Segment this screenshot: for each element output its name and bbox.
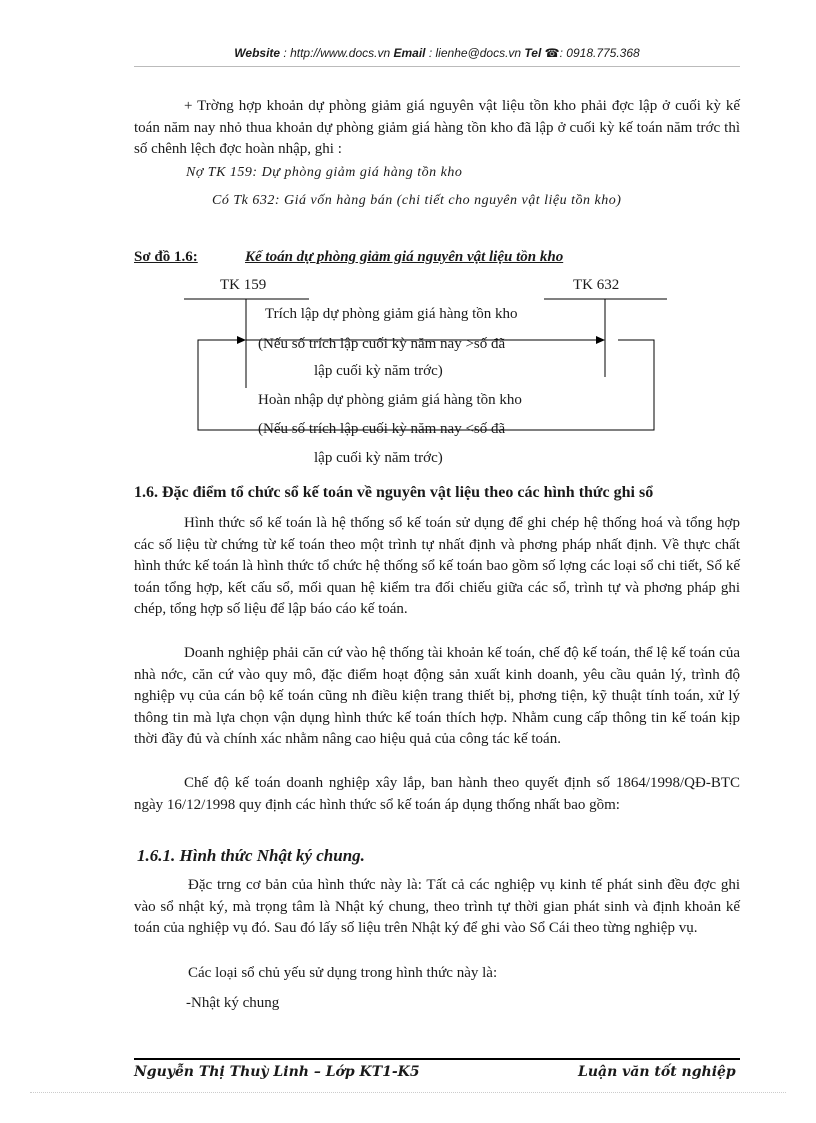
diagram-text-prior-year-2: lập cuối kỳ năm trớc) [314, 450, 443, 466]
tel-value: : 0918.775.368 [559, 46, 640, 60]
page-header [134, 46, 740, 60]
list-item-general-journal: -Nhật ký chung [186, 995, 280, 1011]
arrow-reversal-line [198, 340, 654, 430]
formula-debit: Nợ TK 159: Dự phòng giảm giá hàng tồn kho [186, 165, 463, 180]
account-diagram [134, 274, 740, 474]
diagram-text-condition-greater: (Nếu số trích lập cuối kỳ năm nay >số đã [258, 336, 506, 352]
tel-label: Tel [524, 46, 542, 60]
phone-icon: ☎ [544, 46, 560, 60]
arrow-provision-head [596, 336, 605, 344]
account-tk159: TK 159 [220, 277, 267, 293]
diagram-text-condition-less: (Nếu số trích lập cuối kỳ năm nay <số đã [258, 421, 506, 437]
email-value[interactable]: : lienhe@docs.vn [428, 46, 522, 60]
page-bottom-dotted-line [30, 1092, 786, 1093]
footer-divider [134, 1058, 740, 1060]
paragraph-reversal: + Trờng hợp khoản dự phòng giảm giá nguyên vật liệu tồn kho phải đợc lập ở cuối kỳ kế toán năm nay nhỏ thua khoản dự phòng giảm giá hàng tồn kho đã lập ở cuối kỳ kế toán năm trớc thì số chênh lệch đợc hoàn nhập, ghi : [134, 98, 740, 158]
section-heading-1-6: 1.6. Đặc điểm tổ chức sổ kế toán về nguyên vật liệu theo các hình thức ghi sổ [134, 484, 654, 501]
diagram-text-reversal: Hoàn nhập dự phòng giảm giá hàng tồn kho [258, 392, 522, 408]
arrow-reversal-head [237, 336, 246, 344]
paragraph-regulation: Chế độ kế toán doanh nghiệp xây lắp, ban hành theo quyết định số 1864/1998/QĐ-BTC ngày 16/12/1998 quy định các hình thức sổ kế toán áp dụng thống nhất bao gồm: [134, 775, 740, 813]
paragraph-definition: Hình thức sổ kế toán là hệ thống sổ kế toán sử dụng để ghi chép hệ thống hoá và tổng hợp các số liệu từ chứng từ kế toán theo một trình tự nhất định và phơng pháp nhất định. Về thực chất hình thức kế toán là hình thức tổ chức hệ thống sổ kế toán bao gồm số lợng các loại sổ chi tiết, Sổ kế toán tổng hợp, kết cấu sổ, mối quan hệ kiểm tra đối chiếu giữa các sổ, trình tự và phơng pháp ghi chép, tổng hợp số liệu để lập báo cáo kế toán. [134, 515, 740, 618]
paragraph-selection: Doanh nghiệp phải căn cứ vào hệ thống tài khoản kế toán, chế độ kế toán, thể lệ kế toán của nhà nớc, căn cứ vào quy mô, đặc điểm hoạt động sản xuất kinh doanh, yêu cầu quản lý, trình độ nghiệp vụ của cán bộ kế toán cũng nh điều kiện trang thiết bị, phơng tiện, kỹ thuật tính toán, xử lý thông tin mà lựa chọn vận dụng hình thức kế toán thích hợp. Nhằm cung cấp thông tin kế toán kịp thời đầy đủ và chính xác nhằm nâng cao hiệu quả của công tác kế toán. [134, 645, 740, 748]
email-label: Email [393, 46, 426, 60]
header-divider [134, 66, 740, 67]
diagram-title: Kế toán dự phòng giảm giá nguyên vật liệu tồn kho [245, 249, 564, 265]
diagram-label: Sơ đồ 1.6: [134, 249, 198, 265]
diagram-text-provision: Trích lập dự phòng giảm giá hàng tồn kho [265, 306, 518, 322]
formula-credit: Có Tk 632: Giá vốn hàng bán (chi tiết cho nguyên vật liệu tồn kho) [212, 193, 622, 208]
account-tk632: TK 632 [573, 277, 620, 293]
footer-author: Nguyễn Thị Thuỳ Linh – Lớp KT1-K5 [134, 1064, 420, 1080]
website-value[interactable]: : http://www.docs.vn [283, 46, 391, 60]
diagram-text-prior-year: lập cuối kỳ năm trớc) [314, 363, 443, 379]
footer-thesis: Luận văn tốt nghiệp [578, 1064, 736, 1080]
website-label: Website [234, 46, 281, 60]
paragraph-book-types: Các loại sổ chủ yếu sử dụng trong hình thức này là: [188, 965, 498, 981]
paragraph-general-journal: Đặc trng cơ bản của hình thức này là: Tất cả các nghiệp vụ kinh tế phát sinh đều đợc ghi vào sổ nhật ký, mà trọng tâm là Nhật ký chung, theo trình tự thời gian phát sinh và định khoản kế toán của nghiệp vụ đó. Sau đó lấy số liệu trên Nhật ký để ghi vào Sổ Cái theo từng nghiệp vụ. [134, 877, 740, 937]
section-heading-1-6-1: 1.6.1. Hình thức Nhật ký chung. [137, 846, 365, 865]
